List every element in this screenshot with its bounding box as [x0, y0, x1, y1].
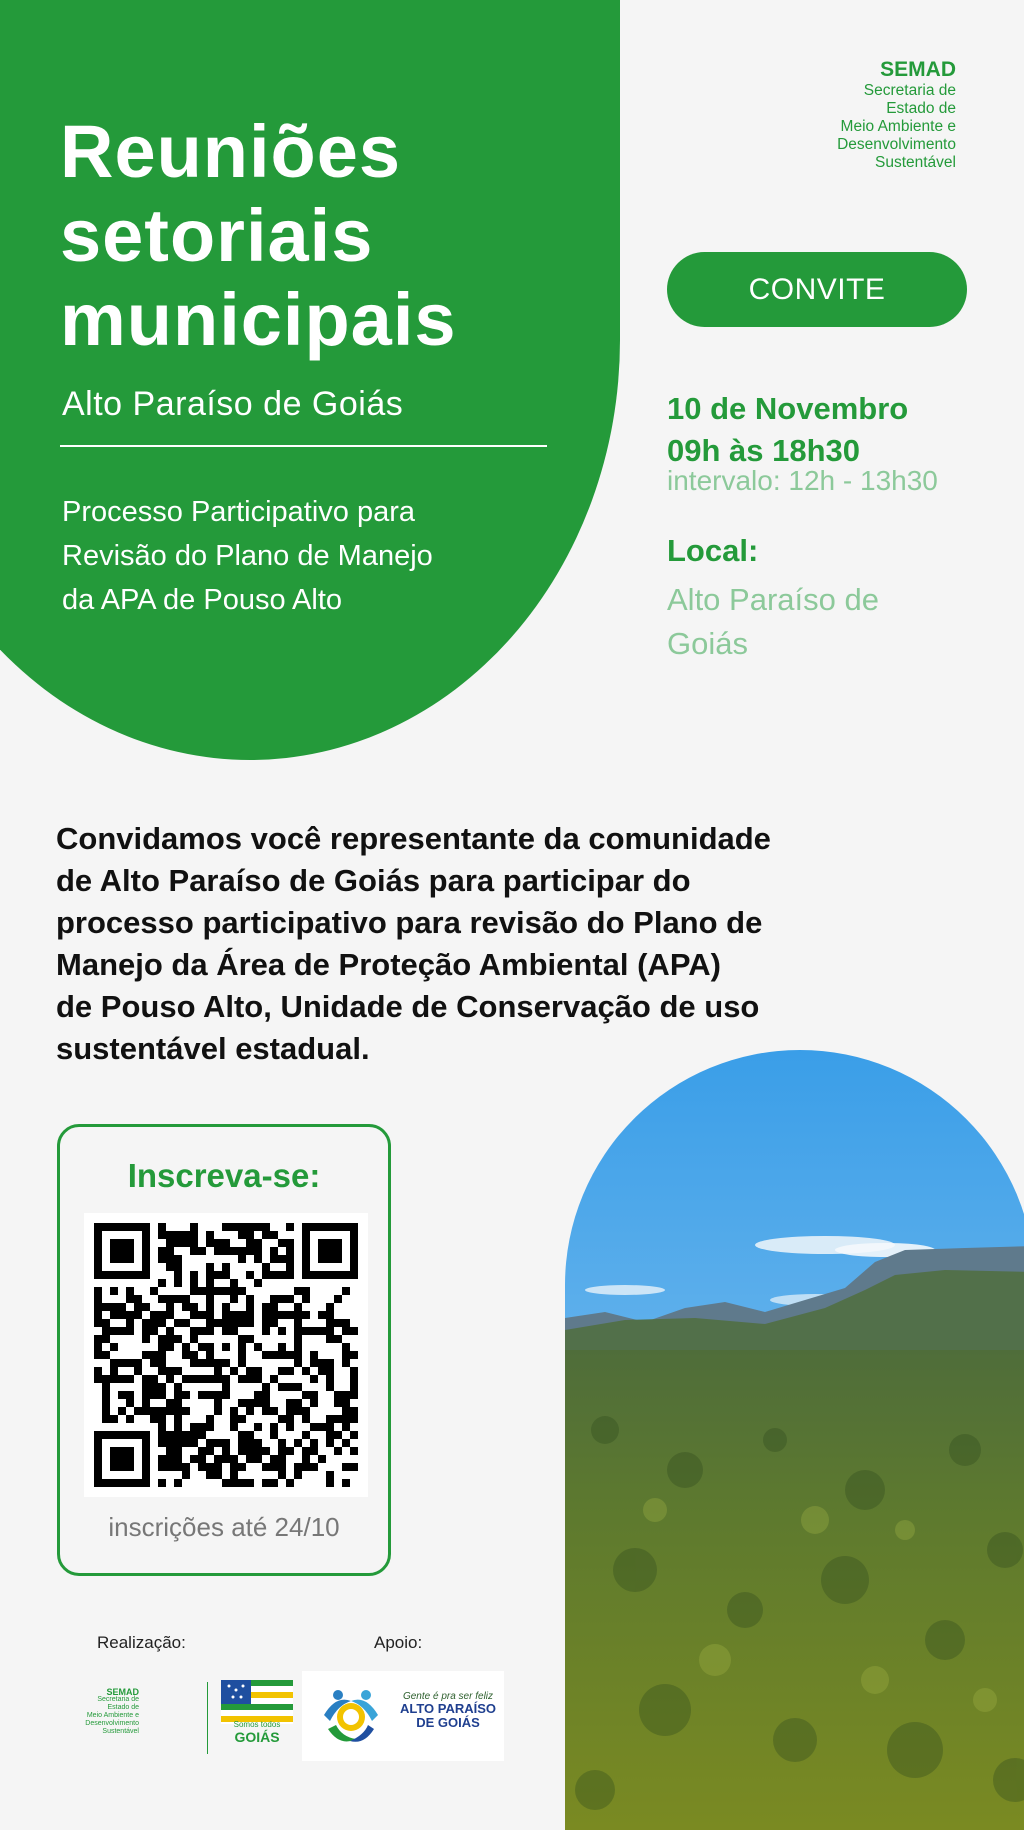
qr-finder-pattern	[302, 1223, 358, 1279]
invitation-text	[56, 818, 986, 1070]
event-interval: intervalo: 12h - 13h30	[667, 465, 938, 496]
org-name-line: Meio Ambiente e	[840, 118, 956, 135]
alto-paraiso-logo-text: Gente é pra ser feliz ALTO PARAÍSO DE GOIÁS	[399, 1691, 497, 1730]
alto-paraiso-emblem-icon	[316, 1685, 386, 1749]
goias-logo-text: Somos todos GOIÁS	[233, 1720, 281, 1745]
local-value	[667, 578, 879, 666]
goias-logo	[221, 1680, 293, 1756]
logo-divider	[207, 1682, 208, 1754]
invitation-line: de Pouso Alto, Unidade de Conservação de uso	[56, 989, 760, 1024]
hero-description	[62, 490, 582, 622]
apoio-label: Apoio:	[374, 1633, 423, 1652]
title-line: setoriais	[60, 194, 374, 277]
qr-code[interactable]	[84, 1213, 368, 1497]
signup-card	[57, 1124, 391, 1576]
landscape-photo-graphic	[565, 1050, 1024, 1830]
org-name-line: Sustentável	[875, 154, 956, 171]
invitation-line: sustentável estadual.	[56, 1031, 370, 1066]
local-line: Goiás	[667, 626, 748, 661]
signup-title: Inscreva-se:	[127, 1157, 321, 1194]
description-line: Processo Participativo para	[62, 496, 415, 528]
invitation-line: processo participativo para revisão do Plano de	[56, 905, 763, 940]
semad-logo-text: SEMAD Secretaria de Estado de Meio Ambiente e Desenvolvimento Sustentável	[85, 1687, 139, 1735]
realizacao-label: Realização:	[97, 1633, 186, 1652]
semad-header-logo	[837, 58, 956, 172]
event-date: 10 de Novembro	[667, 391, 909, 426]
org-acronym: SEMAD	[880, 58, 956, 81]
org-name-line: Secretaria de	[863, 82, 956, 99]
invitation-line: de Alto Paraíso de Goiás para participar do	[56, 863, 691, 898]
qr-code-graphic	[84, 1213, 368, 1497]
local-line: Alto Paraíso de	[667, 582, 879, 617]
goias-flag-icon	[221, 1680, 293, 1724]
page-title	[60, 110, 580, 362]
invitation-line: Convidamos você representante da comunidade	[56, 821, 771, 856]
event-datetime	[667, 388, 908, 472]
title-line: municipais	[60, 278, 457, 361]
event-time: 09h às 18h30	[667, 433, 861, 468]
divider	[60, 445, 547, 447]
org-name-line: Estado de	[886, 100, 956, 117]
local-label: Local:	[667, 533, 759, 568]
page-subtitle: Alto Paraíso de Goiás	[62, 385, 404, 423]
semad-footer-logo	[70, 1680, 281, 1760]
org-name	[837, 82, 956, 172]
org-name-line: Desenvolvimento	[837, 136, 956, 153]
description-line: Revisão do Plano de Manejo	[62, 540, 433, 572]
signup-deadline: inscrições até 24/10	[108, 1512, 340, 1542]
title-line: Reuniões	[60, 110, 402, 193]
qr-finder-pattern	[94, 1431, 150, 1487]
qr-finder-pattern	[94, 1223, 150, 1279]
description-line: da APA de Pouso Alto	[62, 584, 343, 616]
convite-badge: CONVITE	[667, 252, 967, 327]
invitation-line: Manejo da Área de Proteção Ambiental (APA)	[56, 947, 721, 982]
landscape-photo	[565, 1050, 1024, 1830]
alto-paraiso-logo	[302, 1671, 504, 1761]
